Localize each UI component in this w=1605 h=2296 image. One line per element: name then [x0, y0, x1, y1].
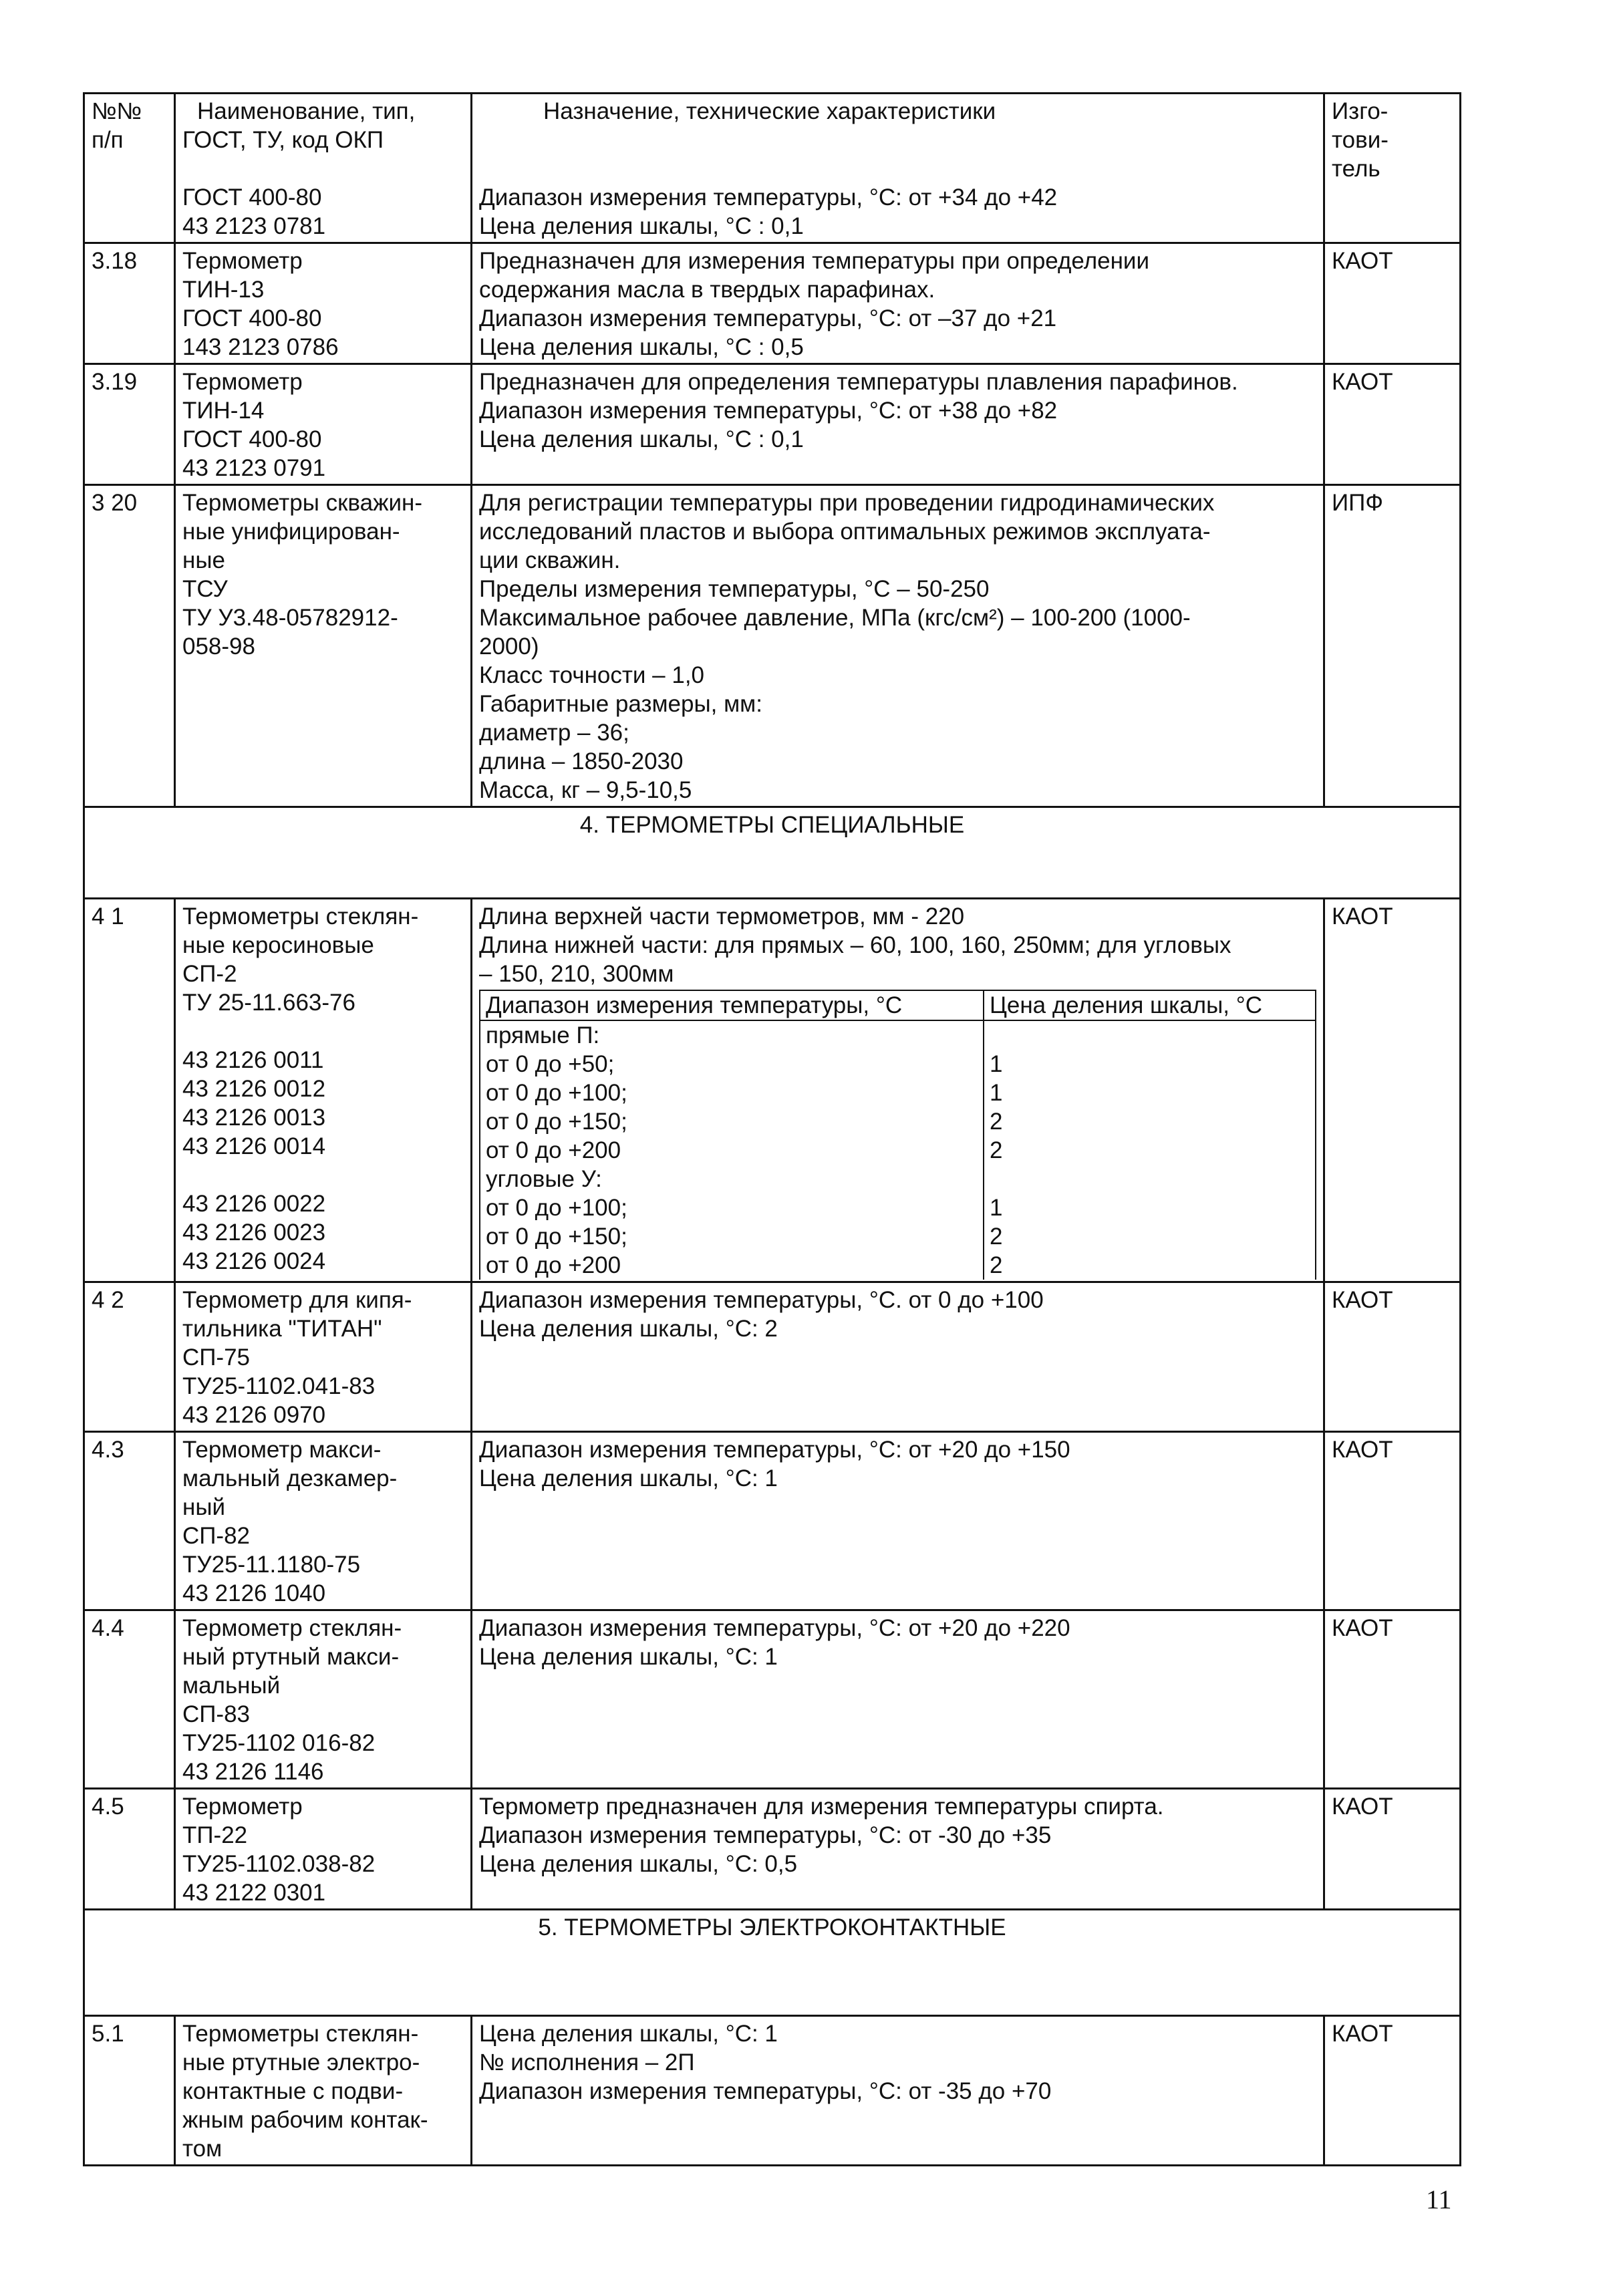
- row-317-code: 43 2123 0781: [182, 213, 326, 239]
- row-maker: ИПФ: [1324, 485, 1461, 807]
- row-317-scale: Цена деления шкалы, °С : 0,1: [479, 213, 804, 239]
- table-row-3-20: [84, 485, 1461, 807]
- row-maker: КАОТ: [1324, 1789, 1461, 1910]
- row-description: Для регистрации температуры при проведении гидродинамических исследований пластов и выбора оптимальных режимов эксплуата- ции скважин. Пределы измерения температуры, °С – 50-250 Максимальное рабочее давление, МПа (кгс/см²) – 100-200 (1000- 2000) Класс точности – 1,0 Габаритные размеры, мм: диаметр – 36; длина – 1850-2030 Масса, кг – 9,5-10,5: [472, 485, 1324, 807]
- header-purpose: Назначение, технические характеристики Диапазон измерения температуры, °С: от +34 до +42 Цена деления шкалы, °С : 0,1: [472, 94, 1324, 243]
- table-row-4-3: [84, 1432, 1461, 1610]
- row-317-range: Диапазон измерения температуры, °С: от +34 до +42: [479, 184, 1058, 210]
- row-description: Термометр предназначен для измерения температуры спирта. Диапазон измерения температуры, °С: от -30 до +35 Цена деления шкалы, °С: 0,5: [472, 1789, 1324, 1910]
- table-row-3-18: [84, 243, 1461, 364]
- header-maker: Изго- тови- тель: [1324, 94, 1461, 243]
- row-description: Предназначен для определения температуры плавления парафинов. Диапазон измерения температуры, °С: от +38 до +82 Цена деления шкалы, °С : 0,1: [472, 364, 1324, 485]
- table-row-4-2: [84, 1282, 1461, 1432]
- row-number: 3.19: [84, 364, 175, 485]
- table-row-5-1: [84, 2016, 1461, 2166]
- row-number: 4 1: [84, 899, 175, 1282]
- row-maker: КАОТ: [1324, 364, 1461, 485]
- subtable-body: прямые П: от 0 до +50; от 0 до +100; от 0 до +150; от 0 до +200 угловые У: от 0 до +100; от 0 до +150; от 0 до +200 1 1 2 2 1 2 2: [480, 1020, 1316, 1280]
- row-description: Цена деления шкалы, °С: 1 № исполнения – 2П Диапазон измерения температуры, °С: от -35 до +70: [472, 2016, 1324, 2166]
- header-name: Наименование, тип, ГОСТ, ТУ, код ОКП ГОСТ 400-80 43 2123 0781: [175, 94, 472, 243]
- row-maker: КАОТ: [1324, 899, 1461, 1282]
- row-317-gost: ГОСТ 400-80: [182, 184, 322, 210]
- row-maker: КАОТ: [1324, 243, 1461, 364]
- row-description: Предназначен для измерения температуры при определении содержания масла в твердых парафинах. Диапазон измерения температуры, °С: от –37 до +21 Цена деления шкалы, °С : 0,5: [472, 243, 1324, 364]
- spec-sheet: [83, 92, 1459, 2166]
- row-maker: КАОТ: [1324, 1282, 1461, 1432]
- row-number: 4.5: [84, 1789, 175, 1910]
- row-number: 4.3: [84, 1432, 175, 1610]
- range-subtable: [479, 990, 1316, 1280]
- row-number: 4 2: [84, 1282, 175, 1432]
- subtable-header: Диапазон измерения температуры, °С Цена деления шкалы, °С: [480, 990, 1316, 1020]
- table-row-3-19: [84, 364, 1461, 485]
- thermometer-spec-table: [83, 92, 1461, 2166]
- row-description: Диапазон измерения температуры, °С: от +20 до +150 Цена деления шкалы, °С: 1: [472, 1432, 1324, 1610]
- header-num: №№ п/п: [84, 94, 175, 243]
- row-name: Термометр ТИН-14 ГОСТ 400-80 43 2123 0791: [175, 364, 472, 485]
- row-maker: КАОТ: [1324, 1610, 1461, 1789]
- table-row-4-1: [84, 899, 1461, 1282]
- row-name: Термометры стеклян- ные керосиновые СП-2 ТУ 25-11.663-76 43 2126 0011 43 2126 0012 43 2126 0013 43 2126 0014 43 2126 0022 43 2126 0023 43 2126 0024: [175, 899, 472, 1282]
- row-name: Термометры скважин- ные унифицирован- ные ТСУ ТУ У3.48-05782912- 058-98: [175, 485, 472, 807]
- table-row-4-5: [84, 1789, 1461, 1910]
- row-name: Термометры стеклян- ные ртутные электро- контактные с подви- жным рабочим контак- том: [175, 2016, 472, 2166]
- row-maker: КАОТ: [1324, 1432, 1461, 1610]
- row-number: 5.1: [84, 2016, 175, 2166]
- section-5-row: [84, 1910, 1461, 2016]
- row-number: 3 20: [84, 485, 175, 807]
- row-maker: КАОТ: [1324, 2016, 1461, 2166]
- page-number: 11: [1426, 2184, 1452, 2214]
- row-description: Диапазон измерения температуры, °С. от 0 до +100 Цена деления шкалы, °С: 2: [472, 1282, 1324, 1432]
- row-number: 3.18: [84, 243, 175, 364]
- row-number: 4.4: [84, 1610, 175, 1789]
- row-name: Термометр для кипя- тильника "ТИТАН" СП-75 ТУ25-1102.041-83 43 2126 0970: [175, 1282, 472, 1432]
- section-5-heading: 5. ТЕРМОМЕТРЫ ЭЛЕКТРОКОНТАКТНЫЕ: [84, 1910, 1461, 2016]
- section-4-heading: 4. ТЕРМОМЕТРЫ СПЕЦИАЛЬНЫЕ: [84, 807, 1461, 899]
- row-name: Термометр ТП-22 ТУ25-1102.038-82 43 2122 0301: [175, 1789, 472, 1910]
- row-description: Диапазон измерения температуры, °С: от +20 до +220 Цена деления шкалы, °С: 1: [472, 1610, 1324, 1789]
- table-row-4-4: [84, 1610, 1461, 1789]
- row-name: Термометр макси- мальный дезкамер- ный СП-82 ТУ25-11.1180-75 43 2126 1040: [175, 1432, 472, 1610]
- row-name: Термометр ТИН-13 ГОСТ 400-80 143 2123 0786: [175, 243, 472, 364]
- header-row: [84, 94, 1461, 243]
- section-4-row: [84, 807, 1461, 899]
- row-description: Длина верхней части термометров, мм - 220 Длина нижней части: для прямых – 60, 100, 160, 250мм; для угловых – 150, 210, 300мм Диапазон измерения температуры, °С Цена деления шкалы, °С прямые П: от 0 до +50; от 0 до +100; от 0 до +150; от 0 до +200 угловые У: от 0 до +100; от 0 до +150; от 0 до +200 1 1 2 2 1 2 2: [472, 899, 1324, 1282]
- row-name: Термометр стеклян- ный ртутный макси- мальный СП-83 ТУ25-1102 016-82 43 2126 1146: [175, 1610, 472, 1789]
